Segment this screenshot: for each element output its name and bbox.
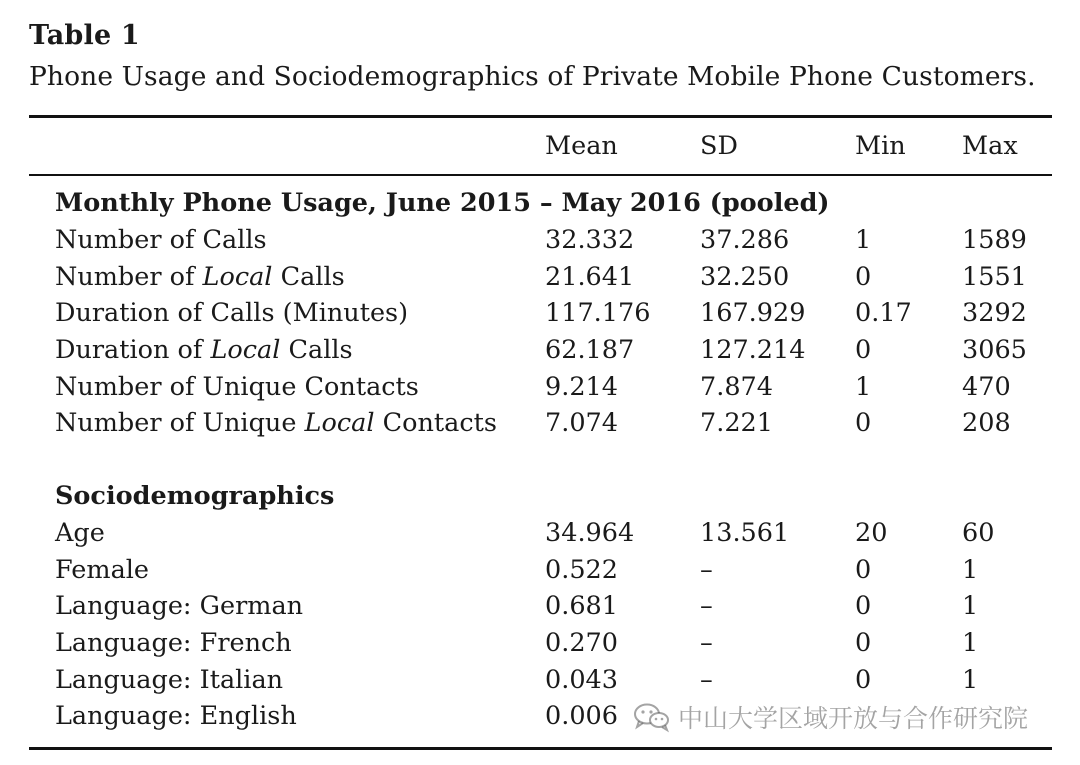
cell-min: 0.17	[855, 298, 912, 328]
cell-mean: 0.270	[545, 628, 619, 658]
cell-sd: 167.929	[700, 298, 806, 328]
cell-min: 1	[855, 225, 872, 255]
cell-sd: 7.221	[700, 408, 774, 438]
row-label: Female	[55, 555, 150, 585]
cell-mean: 0.006	[545, 701, 619, 731]
table-caption: Phone Usage and Sociodemographics of Private Mobile Phone Customers.	[29, 61, 1036, 92]
row-label: Number of Unique Local Contacts	[55, 408, 497, 438]
cell-mean: 0.681	[545, 591, 619, 621]
cell-mean: 7.074	[545, 408, 619, 438]
bottom-rule	[29, 747, 1052, 750]
table-row	[0, 333, 1080, 367]
column-header-max: Max	[962, 131, 1018, 161]
row-label: Number of Unique Contacts	[55, 372, 419, 402]
cell-min: 20	[855, 518, 888, 548]
table-row	[0, 260, 1080, 294]
cell-max: 1	[962, 555, 979, 585]
table-row	[0, 296, 1080, 330]
header-rule	[29, 174, 1052, 176]
cell-min: 0	[855, 408, 872, 438]
cell-mean: 117.176	[545, 298, 651, 328]
cell-max: 1	[962, 628, 979, 658]
cell-min: 0	[855, 628, 872, 658]
table-row	[0, 223, 1080, 257]
cell-min: 0	[855, 665, 872, 695]
cell-sd: 7.874	[700, 372, 774, 402]
row-label: Number of Local Calls	[55, 262, 345, 292]
row-label: Duration of Calls (Minutes)	[55, 298, 409, 328]
cell-mean: 32.332	[545, 225, 635, 255]
table-row	[0, 370, 1080, 404]
cell-min: 0	[855, 262, 872, 292]
row-label: Number of Calls	[55, 225, 267, 255]
column-header-sd: SD	[700, 131, 738, 161]
cell-sd: –	[700, 591, 713, 621]
table-row	[0, 663, 1080, 697]
cell-mean: 62.187	[545, 335, 635, 365]
wechat-icon	[632, 701, 672, 733]
column-header-mean: Mean	[545, 131, 618, 161]
section-title: Monthly Phone Usage, June 2015 – May 2016 (pooled)	[55, 188, 830, 218]
cell-sd: –	[700, 665, 713, 695]
table-row	[0, 553, 1080, 587]
cell-mean: 0.043	[545, 665, 619, 695]
table-row	[0, 589, 1080, 623]
cell-mean: 0.522	[545, 555, 619, 585]
top-rule	[29, 115, 1052, 118]
cell-max: 208	[962, 408, 1011, 438]
column-header-min: Min	[855, 131, 906, 161]
cell-sd: 37.286	[700, 225, 790, 255]
section-heading-phone-usage	[0, 186, 1080, 220]
column-header-row	[0, 129, 1080, 163]
cell-sd: 32.250	[700, 262, 790, 292]
section-heading-sociodemographics	[0, 479, 1080, 513]
cell-max: 3065	[962, 335, 1027, 365]
table-label: Table 1	[29, 20, 140, 51]
table-row	[0, 516, 1080, 550]
cell-mean: 21.641	[545, 262, 635, 292]
cell-sd: 127.214	[700, 335, 806, 365]
table-row	[0, 406, 1080, 440]
cell-max: 1	[962, 591, 979, 621]
cell-max: 1589	[962, 225, 1027, 255]
row-label: Language: French	[55, 628, 292, 658]
cell-sd: 13.561	[700, 518, 790, 548]
cell-sd: –	[700, 555, 713, 585]
row-label: Language: Italian	[55, 665, 284, 695]
cell-min: 0	[855, 335, 872, 365]
cell-mean: 9.214	[545, 372, 619, 402]
row-label: Duration of Local Calls	[55, 335, 353, 365]
row-label: Age	[55, 518, 105, 548]
cell-min: 0	[855, 555, 872, 585]
cell-max: 1	[962, 665, 979, 695]
section-title: Sociodemographics	[55, 481, 335, 511]
cell-mean: 34.964	[545, 518, 635, 548]
cell-max: 3292	[962, 298, 1027, 328]
watermark	[632, 698, 1028, 736]
cell-max: 1551	[962, 262, 1027, 292]
cell-min: 1	[855, 372, 872, 402]
watermark-text: 中山大学区域开放与合作研究院	[678, 704, 1029, 733]
cell-max: 60	[962, 518, 995, 548]
cell-sd: –	[700, 628, 713, 658]
row-label: Language: English	[55, 701, 297, 731]
cell-max: 470	[962, 372, 1011, 402]
table-row	[0, 626, 1080, 660]
row-label: Language: German	[55, 591, 304, 621]
cell-min: 0	[855, 591, 872, 621]
